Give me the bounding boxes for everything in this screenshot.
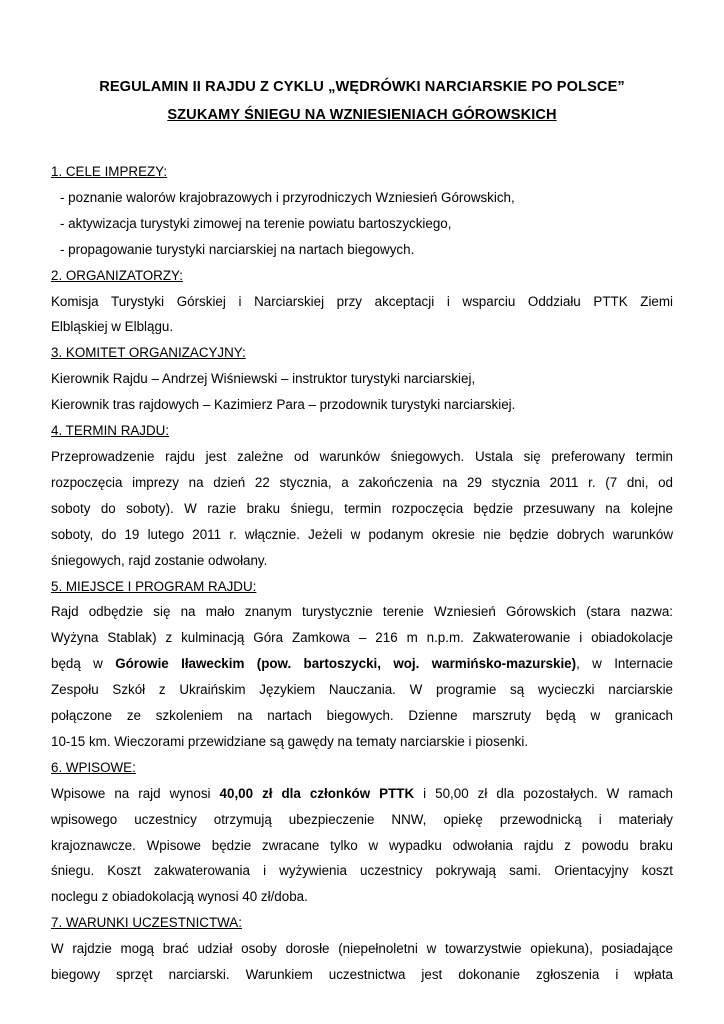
paragraph-line: śniegowych, rajd zostanie odwołany. (51, 552, 268, 568)
paragraph-line: Kierownik Rajdu – Andrzej Wiśniewski – instruktor turystyki narciarskiej, (51, 371, 476, 387)
text-run: będą w (51, 656, 116, 672)
text-run: Wpisowe na rajd wynosi (51, 785, 220, 801)
paragraph-line: Wyżyna Stablak) z kulminacją Góra Zamkowa – 216 m n.p.m. Zakwaterowanie i obiadokolacje (51, 630, 673, 646)
document-body (51, 159, 673, 988)
paragraph-line: noclegu z obiadokolacją wynosi 40 zł/doba. (51, 889, 308, 905)
section-heading-miejsce: 5. MIEJSCE I PROGRAM RAJDU: (51, 578, 257, 594)
section-heading-wpisowe: 6. WPISOWE: (51, 759, 136, 775)
text-run: , w Internacie (576, 656, 674, 672)
paragraph-line: wpisowego uczestnicy otrzymują ubezpieczenie NNW, opiekę przewodnicką i materiały (51, 811, 673, 827)
paragraph-line: Kierownik tras rajdowych – Kazimierz Para – przodownik turystyki narciarskiej. (51, 397, 516, 413)
section-heading-organizatorzy: 2. ORGANIZATORZY: (51, 267, 183, 283)
paragraph-line (51, 781, 673, 807)
paragraph-line: Komisja Turystyki Górskiej i Narciarskiej przy akceptacji i wsparciu Oddziału PTTK Ziemi (51, 293, 673, 309)
text-run: i 50,00 zł dla pozostałych. W ramach (414, 785, 673, 801)
document-subtitle: SZUKAMY ŚNIEGU NA WZNIESIENIACH GÓROWSKICH (167, 107, 557, 123)
section-heading-warunki: 7. WARUNKI UCZESTNICTWA: (51, 915, 242, 931)
paragraph-line: Zespołu Szkół z Ukraińskim Językiem Nauczania. W programie są wycieczki narciarskie (51, 682, 673, 698)
document-title: REGULAMIN II RAJDU Z CYKLU „WĘDRÓWKI NARCIARSKIE PO POLSCE” (99, 79, 625, 95)
fee-bold: 40,00 zł dla członków PTTK (219, 785, 415, 801)
paragraph-line: W rajdzie mogą brać udział osoby dorosłe (niepełnoletni w towarzystwie opiekuna), posiadające (51, 941, 673, 957)
paragraph-line: śniegu. Koszt zakwaterowania i wyżywienia uczestnicy pokrywają sami. Orientacyjny koszt (51, 863, 673, 879)
list-item: - propagowanie turystyki narciarskiej na nartach biegowych. (60, 241, 415, 257)
list-item: - poznanie walorów krajobrazowych i przyrodniczych Wzniesień Górowskich, (60, 189, 515, 205)
paragraph-line: Rajd odbędzie się na mało znanym turystycznie terenie Wzniesień Górowskich (stara nazwa: (51, 604, 673, 620)
section-heading-komitet: 3. KOMITET ORGANIZACYJNY: (51, 345, 246, 361)
paragraph-line: rozpoczęcia imprezy na dzień 22 stycznia, a zakończenia na 29 stycznia 2011 r. (7 dni, od (51, 474, 673, 490)
paragraph-line: Przeprowadzenie rajdu jest zależne od warunków śniegowych. Ustala się preferowany termin (51, 448, 673, 464)
paragraph-line (51, 651, 673, 677)
list-item: - aktywizacja turystyki zimowej na terenie powiatu bartoszyckiego, (60, 215, 452, 231)
section-heading-termin: 4. TERMIN RAJDU: (51, 423, 170, 439)
paragraph-line: soboty do soboty). W razie braku śniegu, termin rozpoczęcia będzie przesuwany na kolejne (51, 500, 673, 516)
location-bold: Górowie Iławeckim (pow. bartoszycki, woj. warmińsko-mazurskie) (115, 656, 577, 672)
paragraph-line: 10-15 km. Wieczorami przewidziane są gawędy na tematy narciarskie i piosenki. (51, 733, 529, 749)
paragraph-line: Elbląskiej w Elblągu. (51, 319, 174, 335)
paragraph-line: soboty, do 19 lutego 2011 r. włącznie. Jeżeli w podanym okresie nie będzie dobrych warunków (51, 526, 673, 542)
section-heading-cele: 1. CELE IMPREZY: (51, 164, 168, 179)
paragraph-line: krajoznawcze. Wpisowe będzie zwracane tylko w wypadku odwołania rajdu z powodu braku (51, 837, 673, 853)
paragraph-line: biegowy sprzęt narciarski. Warunkiem uczestnictwa jest dokonanie zgłoszenia i wpłata (51, 967, 673, 983)
paragraph-line: połączone ze szkoleniem na nartach biegowych. Dzienne marszruty będą w granicach (51, 708, 673, 724)
